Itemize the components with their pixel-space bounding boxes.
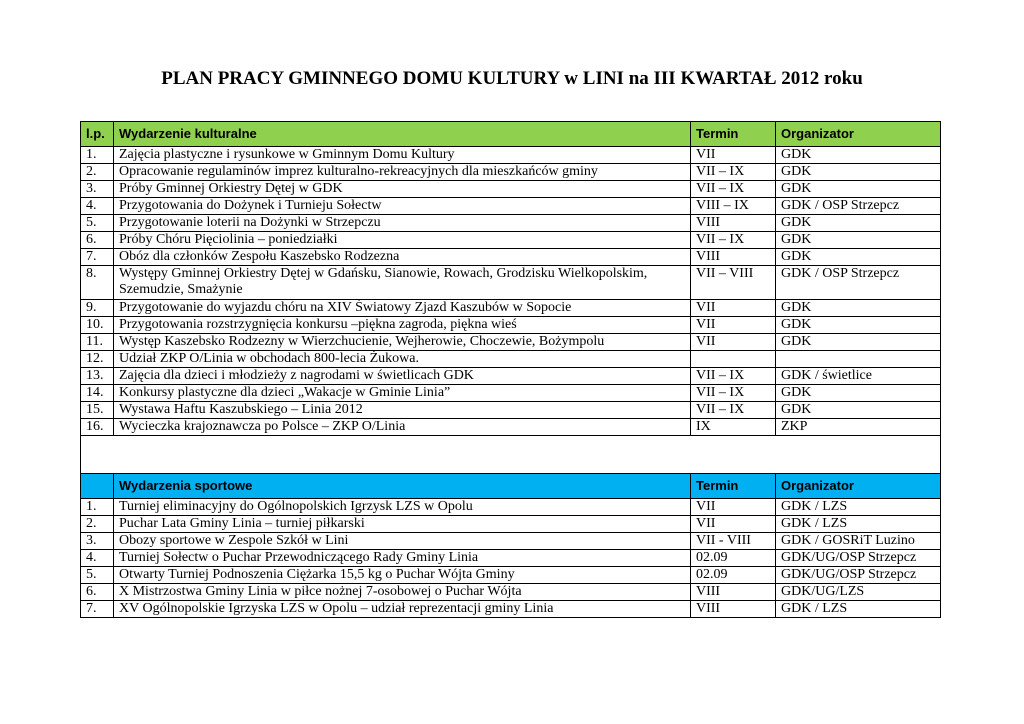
sports-cell-org: GDK / LZS [776, 499, 941, 516]
sports-cell-lp: 1. [81, 499, 114, 516]
cultural-header-lp: l.p. [81, 122, 114, 147]
sports-table-row [81, 567, 941, 584]
cultural-header-event: Wydarzenie kulturalne [114, 122, 691, 147]
cultural-cell-org: GDK [776, 164, 941, 181]
cultural-cell-term: VII [691, 334, 776, 351]
plan-table-body [81, 122, 941, 618]
cultural-cell-event: Wystawa Haftu Kaszubskiego – Linia 2012 [114, 402, 691, 419]
cultural-cell-event: Przygotowanie do wyjazdu chóru na XIV Światowy Zjazd Kaszubów w Sopocie [114, 300, 691, 317]
cultural-cell-lp: 5. [81, 215, 114, 232]
sports-cell-event: X Mistrzostwa Gminy Linia w piłce nożnej 7-osobowej o Puchar Wójta [114, 584, 691, 601]
sports-cell-event: Otwarty Turniej Podnoszenia Ciężarka 15,5 kg o Puchar Wójta Gminy [114, 567, 691, 584]
sports-cell-term: 02.09 [691, 567, 776, 584]
sports-cell-lp: 6. [81, 584, 114, 601]
cultural-table-row [81, 317, 941, 334]
sports-cell-event: Puchar Lata Gminy Linia – turniej piłkarski [114, 516, 691, 533]
cultural-cell-term: VIII [691, 249, 776, 266]
cultural-cell-event: Obóz dla członków Zespołu Kaszebsko Rodzezna [114, 249, 691, 266]
sports-cell-term: VIII [691, 601, 776, 618]
cultural-cell-org [776, 351, 941, 368]
cultural-cell-org: GDK [776, 402, 941, 419]
cultural-cell-term [691, 351, 776, 368]
cultural-table-row [81, 198, 941, 215]
cultural-table-row [81, 215, 941, 232]
cultural-cell-lp: 7. [81, 249, 114, 266]
section-spacer-row [81, 436, 941, 474]
cultural-cell-org: GDK / OSP Strzepcz [776, 266, 941, 300]
cultural-table-row [81, 164, 941, 181]
cultural-cell-org: GDK / świetlice [776, 368, 941, 385]
sports-cell-org: GDK/UG/OSP Strzepcz [776, 567, 941, 584]
cultural-cell-org: GDK [776, 385, 941, 402]
section-spacer-cell [81, 436, 941, 474]
cultural-cell-lp: 12. [81, 351, 114, 368]
sports-table-row [81, 550, 941, 567]
cultural-header-org: Organizator [776, 122, 941, 147]
cultural-cell-lp: 14. [81, 385, 114, 402]
cultural-cell-org: GDK [776, 147, 941, 164]
cultural-table-row [81, 334, 941, 351]
cultural-cell-term: VII – IX [691, 181, 776, 198]
cultural-cell-event: Występy Gminnej Orkiestry Dętej w Gdańsku, Sianowie, Rowach, Grodzisku Wielkopolskim, Szemudzie, Smażynie [114, 266, 691, 300]
cultural-cell-term: VII – IX [691, 164, 776, 181]
cultural-cell-lp: 2. [81, 164, 114, 181]
cultural-cell-lp: 10. [81, 317, 114, 334]
cultural-cell-org: ZKP [776, 419, 941, 436]
cultural-table-row [81, 402, 941, 419]
cultural-cell-term: VIII – IX [691, 198, 776, 215]
cultural-cell-event: Wycieczka krajoznawcza po Polsce – ZKP O/Linia [114, 419, 691, 436]
cultural-table-row [81, 266, 941, 300]
sports-cell-lp: 5. [81, 567, 114, 584]
cultural-table-row [81, 351, 941, 368]
page-title: PLAN PRACY GMINNEGO DOMU KULTURY w LINI na III KWARTAŁ 2012 roku [161, 68, 863, 89]
cultural-cell-org: GDK / OSP Strzepcz [776, 198, 941, 215]
cultural-cell-lp: 6. [81, 232, 114, 249]
sports-cell-term: VII - VIII [691, 533, 776, 550]
cultural-cell-org: GDK [776, 300, 941, 317]
sports-cell-org: GDK / LZS [776, 516, 941, 533]
sports-cell-org: GDK / LZS [776, 601, 941, 618]
cultural-cell-org: GDK [776, 334, 941, 351]
cultural-cell-term: VII [691, 300, 776, 317]
sports-cell-event: Turniej eliminacyjny do Ogólnopolskich Igrzysk LZS w Opolu [114, 499, 691, 516]
cultural-cell-org: GDK [776, 215, 941, 232]
sports-table-row [81, 516, 941, 533]
cultural-cell-org: GDK [776, 317, 941, 334]
cultural-cell-event: Próby Gminnej Orkiestry Dętej w GDK [114, 181, 691, 198]
cultural-table-row [81, 249, 941, 266]
cultural-cell-term: VII – IX [691, 385, 776, 402]
cultural-cell-lp: 13. [81, 368, 114, 385]
cultural-cell-event: Udział ZKP O/Linia w obchodach 800-lecia Żukowa. [114, 351, 691, 368]
cultural-table-row [81, 419, 941, 436]
sports-table-row [81, 584, 941, 601]
sports-header-org: Organizator [776, 474, 941, 499]
cultural-cell-event: Występ Kaszebsko Rodzezny w Wierzchucienie, Wejherowie, Choczewie, Bożympolu [114, 334, 691, 351]
cultural-cell-term: VII – IX [691, 402, 776, 419]
cultural-cell-term: VII – IX [691, 232, 776, 249]
sports-cell-org: GDK/UG/LZS [776, 584, 941, 601]
sports-cell-term: VII [691, 499, 776, 516]
cultural-cell-event: Opracowanie regulaminów imprez kulturalno-rekreacyjnych dla mieszkańców gminy [114, 164, 691, 181]
sports-cell-term: VII [691, 516, 776, 533]
cultural-cell-event: Konkursy plastyczne dla dzieci „Wakacje w Gminie Linia” [114, 385, 691, 402]
cultural-cell-event: Przygotowania rozstrzygnięcia konkursu –piękna zagroda, piękna wieś [114, 317, 691, 334]
cultural-cell-term: VIII [691, 215, 776, 232]
sports-table-row [81, 601, 941, 618]
sports-cell-lp: 7. [81, 601, 114, 618]
cultural-cell-lp: 4. [81, 198, 114, 215]
sports-cell-org: GDK/UG/OSP Strzepcz [776, 550, 941, 567]
sports-cell-term: 02.09 [691, 550, 776, 567]
cultural-cell-event: Przygotowanie loterii na Dożynki w Strzepczu [114, 215, 691, 232]
sports-header-event: Wydarzenia sportowe [114, 474, 691, 499]
cultural-header-term: Termin [691, 122, 776, 147]
sports-table-row [81, 499, 941, 516]
cultural-cell-lp: 1. [81, 147, 114, 164]
sports-cell-event: XV Ogólnopolskie Igrzyska LZS w Opolu – udział reprezentacji gminy Linia [114, 601, 691, 618]
sports-cell-term: VIII [691, 584, 776, 601]
cultural-table-row [81, 232, 941, 249]
cultural-cell-lp: 3. [81, 181, 114, 198]
sports-cell-lp: 3. [81, 533, 114, 550]
sports-table-row [81, 533, 941, 550]
cultural-cell-lp: 16. [81, 419, 114, 436]
cultural-table-row [81, 368, 941, 385]
sports-cell-lp: 2. [81, 516, 114, 533]
cultural-table-row [81, 181, 941, 198]
cultural-cell-term: VII [691, 317, 776, 334]
plan-table [80, 121, 941, 618]
cultural-cell-lp: 9. [81, 300, 114, 317]
cultural-table-row [81, 300, 941, 317]
sports-cell-org: GDK / GOSRiT Luzino [776, 533, 941, 550]
cultural-cell-org: GDK [776, 249, 941, 266]
sports-cell-event: Obozy sportowe w Zespole Szkół w Lini [114, 533, 691, 550]
cultural-table-row [81, 385, 941, 402]
cultural-cell-term: VII – VIII [691, 266, 776, 300]
cultural-cell-event: Zajęcia plastyczne i rysunkowe w Gminnym Domu Kultury [114, 147, 691, 164]
cultural-cell-term: IX [691, 419, 776, 436]
cultural-cell-lp: 8. [81, 266, 114, 300]
cultural-cell-term: VII – IX [691, 368, 776, 385]
sports-cell-event: Turniej Sołectw o Puchar Przewodniczącego Rady Gminy Linia [114, 550, 691, 567]
cultural-cell-term: VII [691, 147, 776, 164]
sports-cell-lp: 4. [81, 550, 114, 567]
cultural-table-row [81, 147, 941, 164]
sports-header-term: Termin [691, 474, 776, 499]
cultural-cell-event: Zajęcia dla dzieci i młodzieży z nagrodami w świetlicach GDK [114, 368, 691, 385]
cultural-cell-event: Przygotowania do Dożynek i Turnieju Sołectw [114, 198, 691, 215]
cultural-cell-org: GDK [776, 232, 941, 249]
cultural-cell-lp: 15. [81, 402, 114, 419]
sports-header-row [81, 474, 941, 499]
cultural-cell-lp: 11. [81, 334, 114, 351]
sports-header-lp [81, 474, 114, 499]
cultural-header-row [81, 122, 941, 147]
cultural-cell-org: GDK [776, 181, 941, 198]
cultural-cell-event: Próby Chóru Pięciolinia – poniedziałki [114, 232, 691, 249]
